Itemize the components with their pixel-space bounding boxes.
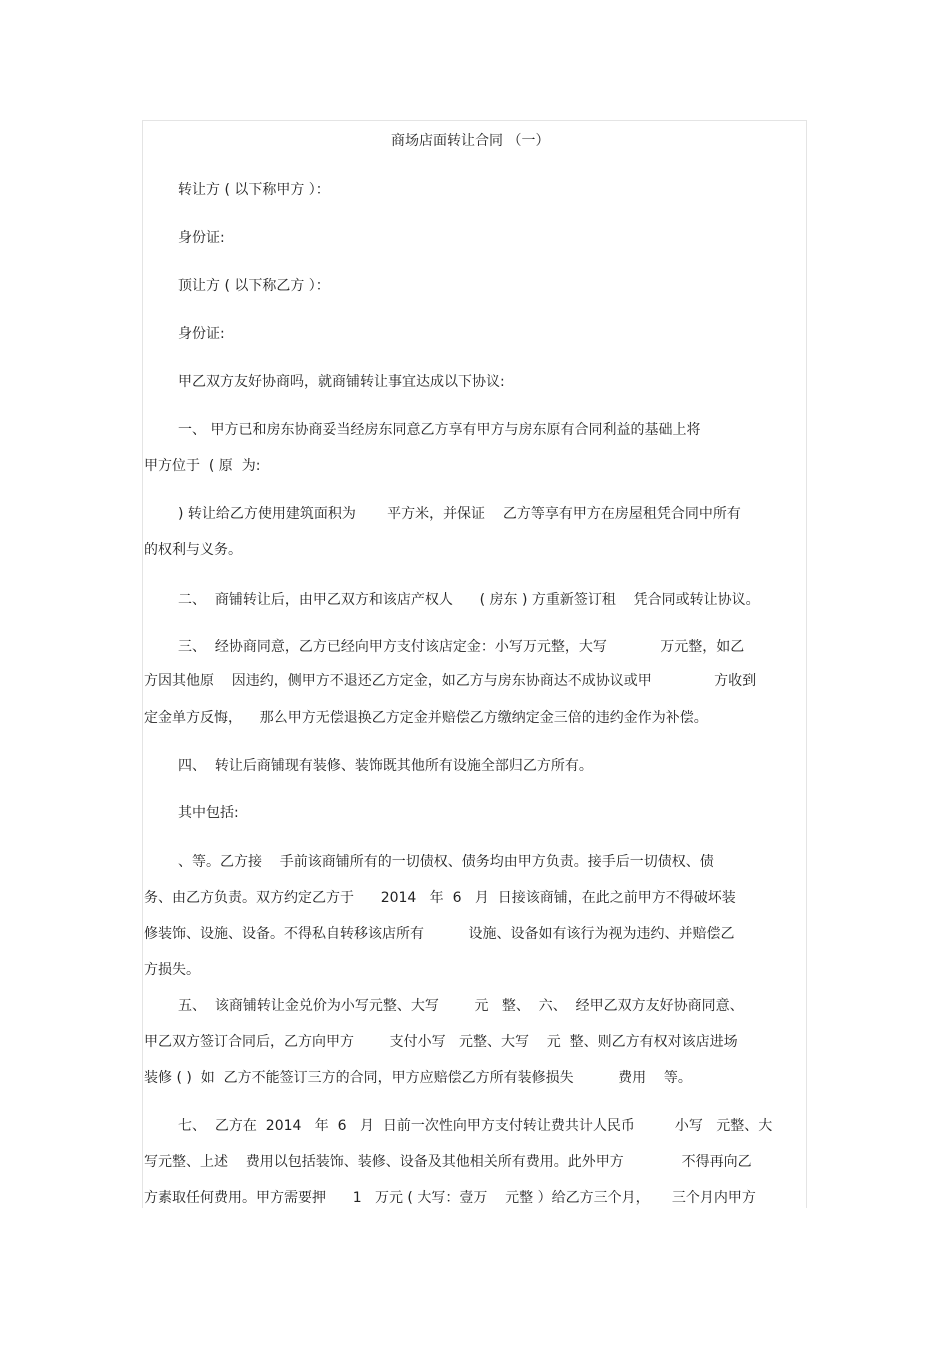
text-line: 转让方 ( 以下称甲方 ）：: [178, 182, 330, 198]
text-line: 二、 商铺转让后，由甲乙双方和该店产权人 ( 房东 ) 方重新签订租 凭合同或转让协议。: [178, 592, 760, 608]
text-line: 、等。乙方接 手前该商铺所有的一切债权、债务均由甲方负责。接手后一切债权、债: [178, 854, 714, 870]
text-line: 方素取任何费用。甲方需要押 1 万元 ( 大写：壹万 元整 ）给乙方三个月， 三个月内甲方: [144, 1190, 756, 1206]
text-line: 甲乙双方签订合同后，乙方向甲方 支付小写 元整、大写 元 整、则乙方有权对该店进场: [144, 1034, 738, 1050]
text-line: 身份证:: [178, 230, 225, 246]
text-line: 五、 该商铺转让金兑价为小写元整、大写 元 整、 六、 经甲乙双方友好协商同意、: [178, 998, 744, 1014]
text-line: 方因其他原 因违约，侧甲方不退还乙方定金，如乙方与房东协商达不成协议或甲 方收到: [144, 673, 757, 689]
text-line: 写元整、上述 费用以包括装饰、装修、设备及其他相关所有费用。此外甲方 不得再向乙: [144, 1154, 752, 1170]
text-line: 身份证:: [178, 326, 225, 342]
text-line: 方损失。: [144, 962, 200, 978]
text-line: 修装饰、设施、设备。不得私自转移该店所有 设施、设备如有该行为视为违约、并赔偿乙: [144, 926, 735, 942]
text-line: 装修 ( ) 如 乙方不能签订三方的合同，甲方应赔偿乙方所有装修损失 费用 等。: [144, 1070, 692, 1086]
text-line: 一、 甲方已和房东协商妥当经房东同意乙方享有甲方与房东原有合同利益的基础上将: [178, 422, 701, 438]
text-line: 务、由乙方负责。双方约定乙方于 2014 年 6 月 日接该商铺，在此之前甲方不得破坏装: [144, 890, 736, 906]
text-line: 四、 转让后商铺现有装修、装饰既其他所有设施全部归乙方所有。: [178, 758, 593, 774]
text-line: 的权利与义务。: [144, 542, 242, 558]
text-line: ) 转让给乙方使用建筑面积为 平方米，并保证 乙方等享有甲方在房屋租凭合同中所有: [178, 506, 741, 522]
document-title: 商场店面转让合同 （一）: [391, 133, 550, 149]
text-line: 其中包括:: [178, 805, 239, 821]
text-line: 顶让方 ( 以下称乙方 ）：: [178, 278, 330, 294]
text-line: 甲方位于 ( 原 为:: [144, 458, 261, 474]
text-line: 甲乙双方友好协商吗，就商铺转让事宜达成以下协议:: [178, 374, 505, 390]
text-line: 三、 经协商同意，乙方已经向甲方支付该店定金：小写万元整，大写 万元整，如乙: [178, 639, 745, 655]
text-line: 七、 乙方在 2014 年 6 月 日前一次性向甲方支付转让费共计人民币 小写 元整、大: [178, 1118, 773, 1134]
text-line: 定金单方反悔， 那么甲方无偿退换乙方定金并赔偿乙方缴纳定金三倍的违约金作为补偿。: [144, 710, 708, 726]
